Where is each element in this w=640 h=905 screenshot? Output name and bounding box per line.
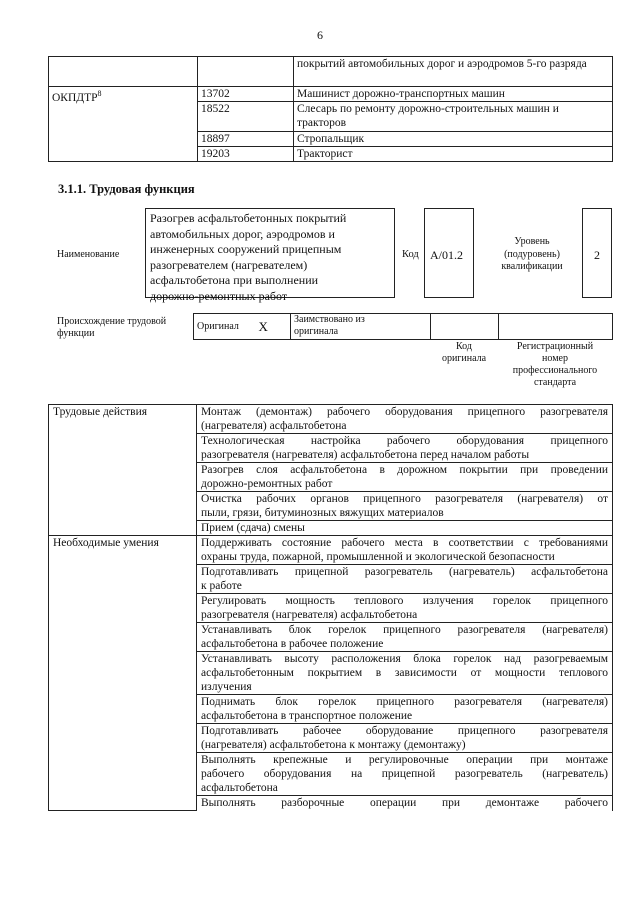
original-mark: X — [256, 314, 291, 340]
occupation-title: Стропальщик — [294, 132, 613, 147]
skill-line: Поднимать блок горелок прицепного разогревателя (нагревателя) — [201, 696, 608, 708]
borrowed-label — [291, 314, 431, 340]
labor-action-line: Очистка рабочих органов прицепного разогревателя (нагревателя) от — [201, 493, 608, 505]
skill-item — [197, 623, 613, 652]
reg-number-line: Регистрационный — [516, 341, 594, 352]
qualification-level-box — [582, 208, 612, 298]
function-name-line: дорожно-ремонтных работ — [150, 288, 288, 303]
skill-line: Регулировать мощность теплового излучения горелок прицепного — [201, 595, 608, 607]
occupations-table — [48, 56, 613, 162]
labor-function-table — [48, 404, 613, 811]
okpdtr-label-text: ОКПДТР — [52, 91, 98, 104]
code-original-line: оригинала — [441, 353, 487, 364]
skill-line: рабочего оборудования на прицепной разогреватель (нагреватель) — [201, 768, 608, 780]
skill-line: к работе — [201, 580, 242, 592]
skill-line: Выполнять крепежные и регулировочные операции при монтаже — [201, 754, 608, 766]
function-name-line: асфальтобетона при выполнении — [150, 273, 319, 288]
original-code-cell — [431, 314, 499, 340]
page-number: 6 — [317, 28, 323, 42]
occupation-title: Тракторист — [294, 147, 613, 162]
skill-item — [197, 565, 613, 594]
table-row — [194, 314, 613, 340]
reg-number-line: номер — [542, 353, 568, 364]
skill-line: Устанавливать высоту расположения блока горелок над разогреваемым — [201, 653, 608, 665]
occupation-code: 18522 — [198, 102, 294, 132]
reg-number-line: стандарта — [533, 377, 577, 388]
level-label-line: (подуровень) — [504, 248, 560, 260]
labor-action-line: (нагревателя) асфальтобетона — [201, 420, 347, 432]
labor-action-item — [197, 492, 613, 521]
function-name-line: разогревателем (нагревателем) — [150, 257, 308, 272]
labor-action-line: разогревателя (нагревателя) асфальтобетона перед началом работы — [201, 449, 530, 461]
reg-number-cell — [499, 314, 613, 340]
qualification-level-label — [482, 236, 582, 274]
occupation-code: 18897 — [198, 132, 294, 147]
skill-line: асфальтобетона в транспортное положение — [201, 710, 413, 722]
skill-line: разогревателя (нагревателя) асфальтобетона — [201, 609, 418, 621]
reg-number-label — [498, 341, 612, 389]
skill-line: Устанавливать блок горелок прицепного разогревателя (нагревателя) — [201, 624, 608, 636]
borrowed-label-line: оригинала — [294, 326, 339, 337]
function-name-line: Разогрев асфальтобетонных покрытий — [150, 211, 347, 225]
level-label-line: Уровень — [514, 236, 550, 247]
table-row — [49, 405, 613, 434]
okpdtr-label — [49, 87, 198, 162]
labor-action-item — [197, 405, 613, 434]
labor-action-line: Монтаж (демонтаж) рабочего оборудования прицепного разогревателя — [201, 406, 608, 418]
skills-label: Необходимые умения — [49, 536, 197, 811]
section-title: 3.1.1. Трудовая функция — [58, 182, 195, 196]
skill-item — [197, 536, 613, 565]
skill-line: (нагревателя) асфальтобетона к монтажу (демонтажу) — [201, 739, 466, 751]
labor-action-line: Технологическая настройка рабочего оборудования прицепного — [201, 435, 608, 447]
skill-item — [197, 796, 613, 811]
reg-number-line: профессионального — [512, 365, 598, 376]
skill-line: охраны труда, пожарной, промышленной и экологической безопасности — [201, 551, 555, 563]
occupation-code: 13702 — [198, 87, 294, 102]
skill-line: Подготавливать рабочее оборудование прицепного разогревателя — [201, 725, 608, 737]
okpdtr-footnote: 8 — [97, 89, 102, 98]
skill-item — [197, 652, 613, 695]
code-original-label — [430, 341, 498, 365]
function-code-box — [424, 208, 474, 298]
origin-label-line: Происхождение трудовой — [57, 316, 167, 327]
labor-action-item — [197, 463, 613, 492]
origin-label-line: функции — [57, 328, 95, 339]
origin-label — [57, 316, 187, 340]
labor-action-line: Разогрев слоя асфальтобетона в дорожном покрытии при проведении — [201, 464, 608, 476]
skill-line: асфальтобетонным покрытием в зависимости от мощности теплового — [201, 667, 608, 679]
occupation-code: 19203 — [198, 147, 294, 162]
skill-line: Выполнять разборочные операции при демонтаже рабочего — [201, 797, 608, 809]
labor-action-item — [197, 521, 613, 536]
labor-action-item — [197, 434, 613, 463]
function-code-value: А/01.2 — [430, 248, 463, 262]
skill-line: излучения — [201, 681, 252, 693]
code-label: Код — [402, 249, 419, 260]
name-label: Наименование — [57, 249, 120, 260]
labor-action-line: Прием (сдача) смены — [201, 522, 305, 534]
labor-action-line: дорожно-ремонтных работ — [201, 478, 333, 490]
skill-line: асфальтобетона в рабочее положение — [201, 638, 384, 650]
function-name-line: автомобильных дорог, аэродромов и — [150, 226, 335, 241]
skill-item — [197, 753, 613, 796]
skill-line: Подготавливать прицепной разогреватель (нагреватель) асфальтобетона — [201, 566, 608, 578]
origin-table — [193, 313, 613, 340]
qualification-level-value: 2 — [594, 248, 600, 262]
code-original-line: Код — [456, 341, 472, 352]
borrowed-label-line: Заимствовано из — [294, 314, 365, 325]
table-row — [49, 87, 613, 102]
level-label-line: квалификации — [501, 261, 563, 272]
continued-occupation-text: покрытий автомобильных дорог и аэродромов 5-го разряда — [294, 57, 613, 87]
occupation-title: Машинист дорожно-транспортных машин — [294, 87, 613, 102]
skill-item — [197, 695, 613, 724]
occupation-title: Слесарь по ремонту дорожно-строительных машин и тракторов — [294, 102, 613, 132]
skill-item — [197, 594, 613, 623]
function-name-line: инженерных сооружений прицепным — [150, 242, 342, 257]
labor-actions-label: Трудовые действия — [49, 405, 197, 536]
skill-line: Поддерживать состояние рабочего места в соответствии с требованиями — [201, 537, 608, 549]
table-row — [49, 57, 613, 87]
function-name-box — [145, 208, 395, 303]
original-label: Оригинал — [194, 314, 256, 340]
skill-line: асфальтобетона — [201, 782, 278, 794]
labor-action-line: пыли, грязи, битуминозных вяжущих материалов — [201, 507, 444, 519]
skill-item — [197, 724, 613, 753]
table-row — [49, 536, 613, 565]
